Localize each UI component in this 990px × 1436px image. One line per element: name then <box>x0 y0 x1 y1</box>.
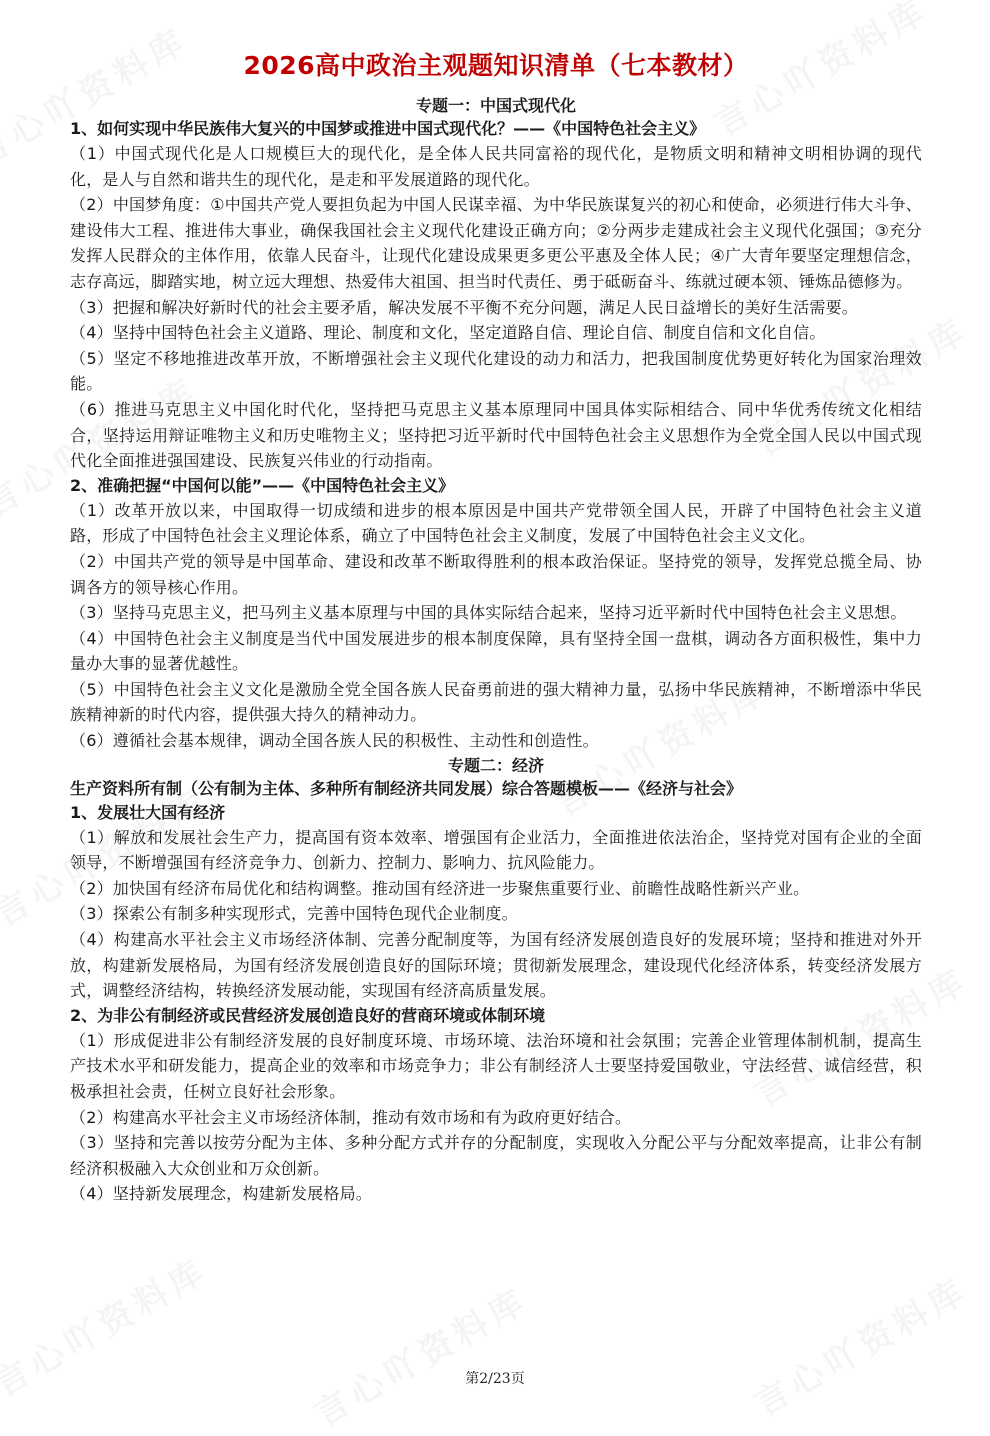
answer-item: （1）形成促进非公有制经济发展的良好制度环境、市场环境、法治环境和社会氛围；完善企业管理体制机制，提高生产技术水平和研发能力，提高企业的效率和市场竞争力；非公有制经济人士要坚持爱国敬业，守法经营、诚信经营，积极承担社会责，任树立良好社会形象。 <box>70 1030 922 1101</box>
answer-item: （5）中国特色社会主义文化是激励全党全国各族人民奋勇前进的强大精神力量，弘扬中华民族精神，不断增添中华民族精神新的时代内容，提供强大持久的精神动力。 <box>70 679 922 725</box>
template-heading: 生产资料所有制（公有制为主体、多种所有制经济共同发展）综合答题模板——《经济与社会》 <box>70 778 743 798</box>
answer-item: （5）坚定不移地推进改革开放，不断增强社会主义现代化建设的动力和活力，把我国制度优势更好转化为国家治理效能。 <box>70 348 922 394</box>
answer-item: （4）中国特色社会主义制度是当代中国发展进步的根本制度保障，具有坚持全国一盘棋，调动各方面积极性，集中力量办大事的显著优越性。 <box>70 628 922 674</box>
answer-item: （3）坚持马克思主义，把马列主义基本原理与中国的具体实际结合起来，坚持习近平新时代中国特色社会主义思想。 <box>70 603 907 623</box>
watermark <box>304 1273 536 1435</box>
document-title: 2026高中政治主观题知识清单（七本教材） <box>243 51 749 80</box>
watermark <box>744 1263 976 1425</box>
answer-item: （3）把握和解决好新时代的社会主要矛盾，解决发展不平衡不充分问题，满足人民日益增长的美好生活需要。 <box>70 297 858 317</box>
answer-item: （4）坚持中国特色社会主义道路、理论、制度和文化，坚定道路自信、理论自信、制度自信和文化自信。 <box>70 323 826 343</box>
answer-item: （1）中国式现代化是人口规模巨大的现代化，是全体人民共同富裕的现代化，是物质文明和精神文明相协调的现代化，是人与自然和谐共生的现代化，是走和平发展道路的现代化。 <box>70 144 922 189</box>
answer-item: （2）加快国有经济布局优化和结构调整。推动国有经济进一步聚焦重要行业、前瞻性战略性新兴产业。 <box>70 878 810 898</box>
answer-item: （2）中国梦角度：①中国共产党人要担负起为中国人民谋幸福、为中华民族谋复兴的初心和使命，必须进行伟大斗争、建设伟大工程、推进伟大事业，确保我国社会主义现代化建设正确方向；②分两步走建成社会主义现代化强国；③充分发挥人民群众的主体作用，依靠人民奋斗，让现代化建设成果更多更公平惠及全体人民；④广大青年要坚定理想信念，志存高远，脚踏实地，树立远大理想、热爱伟大祖国、担当时代责任、勇于砥砺奋斗、练就过硬本领、锤炼品德修为。 <box>70 195 922 291</box>
answer-item: （3）探索公有制多种实现形式，完善中国特色现代企业制度。 <box>70 904 518 924</box>
question-2-heading: 2、为非公有制经济或民营经济发展创造良好的营商环境或体制环境 <box>70 1005 546 1025</box>
answer-item: （6）遵循社会基本规律，调动全国各族人民的积极性、主动性和创造性。 <box>70 731 599 751</box>
question-1-heading: 1、如何实现中华民族伟大复兴的中国梦或推进中国式现代化？——《中国特色社会主义》 <box>70 119 706 138</box>
answer-item: （6）推进马克思主义中国化时代化，坚持把马克思主义基本原理同中国具体实际相结合、同中华优秀传统文化相结合，坚持运用辩证唯物主义和历史唯物主义；坚持把习近平新时代中国特色社会主义思想作为全党全国人民以中国式现代化全面推进强国建设、民族复兴伟业的行动指南。 <box>70 399 922 471</box>
topic-2-title: 专题二：经济 <box>447 755 544 775</box>
question-2-heading: 2、准确把握“中国何以能”——《中国特色社会主义》 <box>70 475 455 495</box>
answer-item: （1）解放和发展社会生产力，提高国有资本效率、增强国有企业活力，全面推进依法治企，坚持党对国有企业的全面领导，不断增强国有经济竞争力、创新力、控制力、影响力、抗风险能力。 <box>70 827 922 873</box>
answer-item: （4）坚持新发展理念，构建新发展格局。 <box>70 1184 372 1204</box>
answer-item: （1）改革开放以来，中国取得一切成绩和进步的根本原因是中国共产党带领全国人民，开辟了中国特色社会主义道路，形成了中国特色社会主义理论体系，确立了中国特色社会主义制度，发展了中国特色社会主义文化。 <box>70 500 922 546</box>
page-number: 第2/23页 <box>465 1371 525 1387</box>
document-page <box>70 50 922 1207</box>
answer-item: （4）构建高水平社会主义市场经济体制、完善分配制度等，为国有经济发展创造良好的发展环境；坚持和推进对外开放，构建新发展格局，为国有经济发展创造良好的国际环境；贯彻新发展理念，建设现代化经济体系，转变经济发展方式，调整经济结构，转换经济发展动能，实现国有经济高质量发展。 <box>70 930 922 1001</box>
answer-item: （3）坚持和完善以按劳分配为主体、多种分配方式并存的分配制度，实现收入分配公平与分配效率提高，让非公有制经济积极融入大众创业和万众创新。 <box>70 1133 922 1178</box>
topic-1-title: 专题一：中国式现代化 <box>415 96 576 115</box>
question-1-heading: 1、发展壮大国有经济 <box>70 802 226 822</box>
answer-item: （2）中国共产党的领导是中国革命、建设和改革不断取得胜利的根本政治保证。坚持党的领导，发挥党总揽全局、协调各方的领导核心作用。 <box>70 551 922 597</box>
answer-item: （2）构建高水平社会主义市场经济体制，推动有效市场和有为政府更好结合。 <box>70 1107 632 1127</box>
